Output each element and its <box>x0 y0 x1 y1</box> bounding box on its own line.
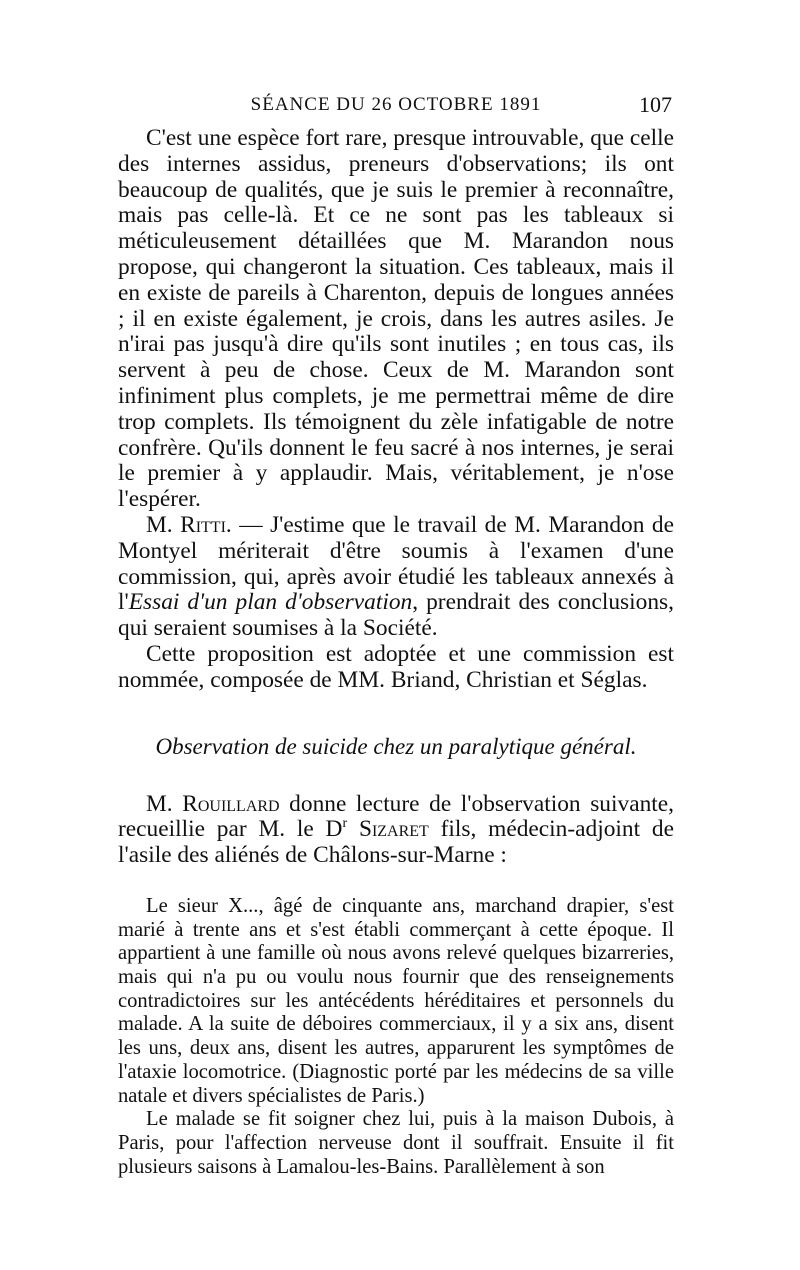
running-head <box>118 90 674 120</box>
rouillard-text-a: donne lecture de l'observation suivante, recueillie par M. le D <box>118 790 675 843</box>
rouillard-text <box>118 792 674 869</box>
running-title: SÉANCE DU 26 OCTOBRE 1891 <box>250 94 542 115</box>
ritti-title-italic: Essai d'un plan d'observation <box>128 589 413 616</box>
paragraph-ritti <box>118 513 674 642</box>
paragraph-1: C'est une espèce fort rare, presque introuvable, que celle des internes assidus, preneurs d'observations; ils ont beaucoup de qualités, que je suis le premier à reconnaître, mais pas celle-là. Et ce ne sont pas les tableaux si méticuleusement détaillées que M. Marandon nous propose, qui changeront la situation. Ces tableaux, mais il en existe de pareils à Charenton, depuis de longues années ; il en existe également, je crois, dans les autres asiles. Je n'irai pas jusqu'à dire qu'ils sont inutiles ; en tous cas, ils servent à peu de chose. Ceux de M. Marandon sont infiniment plus complets, je me permettrai même de dire trop complets. Ils témoignent du zèle infatigable de notre confrère. Qu'ils donnent le feu sacré à nos internes, je serai le premier à y applaudir. Mais, véritablement, je n'ose l'espérer. <box>118 125 674 513</box>
dr-superscript: r <box>342 815 348 832</box>
speaker-ritti: M. Ritti. <box>146 511 232 538</box>
page <box>118 90 674 1179</box>
section-title: Observation de suicide chez un paralytique général. <box>155 733 637 759</box>
rouillard-text-b <box>347 816 359 842</box>
name-sizaret: Sizaret <box>358 816 429 843</box>
ritti-text-b: , prendrait des conclusions, qui seraient soumises à la Société. <box>118 589 674 642</box>
ritti-text-a: — J'estime que le travail de M. Marandon de Montyel mériterait d'être soumis à l'examen d'une commission, qui, après avoir étudié les tableaux annexés à l' <box>118 511 674 616</box>
rouillard-prefix: M. <box>146 790 183 817</box>
case-paragraph-2: Le malade se fit soigner chez lui, puis à la maison Dubois, à Paris, pour l'affection nerveuse dont il souffrait. Ensuite il fit plusieurs saisons à Lamalou-les-Bains. Parallèlement à son <box>118 1108 674 1178</box>
page-number: 107 <box>639 92 672 117</box>
rouillard-text-c: fils, médecin-adjoint de l'asile des aliénés de Châlons-sur-Marne : <box>118 816 674 869</box>
main-text <box>118 126 674 694</box>
speaker-rouillard: Rouillard <box>182 790 280 817</box>
case-paragraph-1: Le sieur X..., âgé de cinquante ans, marchand drapier, s'est marié à trente ans et s'est établi commerçant à cette époque. Il appartient à une famille où nous avons relevé quelques bizarreries, mais qui n'a pu ou voulu nous fournir que des renseignements contradictoires sur les antécédents héréditaires et personnels du malade. A la suite de déboires commerciaux, il y a six ans, disent les uns, deux ans, disent les autres, apparurent les symptômes de l'ataxie locomotrice. (Diagnostic porté par les médecins de sa ville natale et divers spécialistes de Paris.) <box>118 894 674 1107</box>
paragraph-proposition: Cette proposition est adoptée et une commission est nommée, composée de MM. Briand, Christian et Séglas. <box>118 640 674 693</box>
case-text <box>118 895 674 1179</box>
paragraph-rouillard <box>118 792 674 869</box>
